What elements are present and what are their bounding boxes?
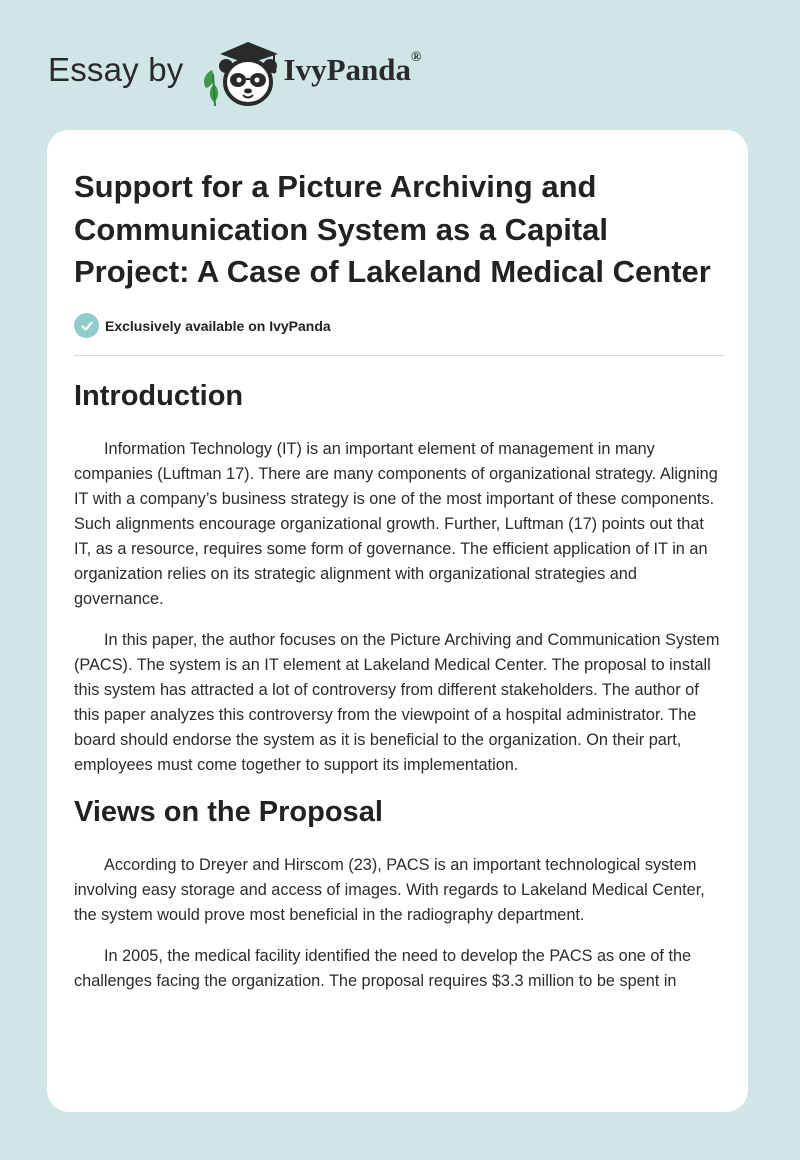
divider	[74, 355, 724, 356]
essay-title: Support for a Picture Archiving and Communication System as a Capital Project: A Case of Lakeland Medical Center	[74, 169, 711, 289]
registered-mark: ®	[410, 50, 422, 65]
check-icon	[74, 313, 99, 338]
paragraph: In this paper, the author focuses on the Picture Archiving and Communication System (PACS). The system is an IT element at Lakeland Medical Center. The proposal to install this system has attracted a lot of controversy from different stakeholders. The author of this paper analyzes this controversy from the viewpoint of a hospital administrator. The board should endorse the system as it is beneficial to the organization. On their part, employees must come together to support its implementation.	[74, 630, 720, 774]
ivy-leaf-icon	[204, 70, 218, 106]
section-heading-introduction: Introduction	[74, 379, 244, 412]
paragraph: In 2005, the medical facility identified the need to develop the PACS as one of the challenges facing the organization. The proposal requires $3.3 million to be spent in	[74, 946, 692, 990]
brand-header	[48, 30, 468, 110]
exclusive-badge	[74, 312, 748, 340]
section-heading-views: Views on the Proposal	[74, 795, 383, 828]
brand-prefix: Essay by	[48, 51, 184, 88]
badge-label: Exclusively available on IvyPanda	[105, 317, 331, 334]
brand-name[interactable]: IvyPanda®	[283, 50, 422, 87]
essay-card	[47, 130, 748, 1112]
panda-logo-icon[interactable]	[190, 30, 282, 110]
paragraph: Information Technology (IT) is an important element of management in many companies (Luftman 17). There are many components of organizational strategy. Aligning IT with a company’s business strategy is one of the most important of these components. Such alignments encourage organizational growth. Further, Luftman (17) points out that IT, as a resource, requires some form of governance. The efficient application of IT in an organization relies on its strategic alignment with organizational strategies and governance.	[74, 439, 718, 608]
paragraph: According to Dreyer and Hirscom (23), PACS is an important technological system involving easy storage and access of images. With regards to Lakeland Medical Center, the system would prove most beneficial in the radiography department.	[74, 855, 705, 924]
